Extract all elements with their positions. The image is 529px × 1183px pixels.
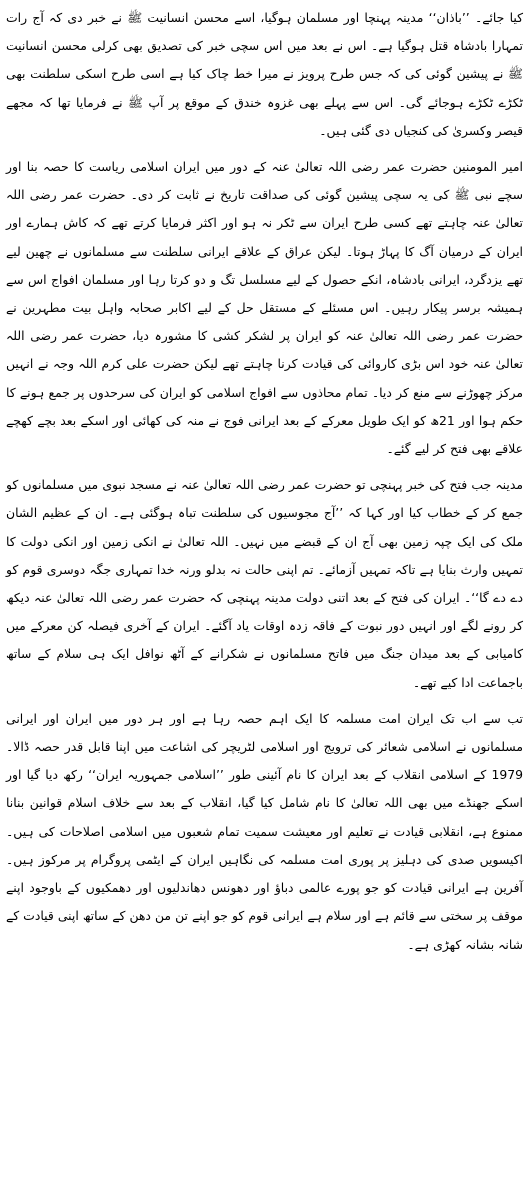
paragraph-1: کیا جائے۔ ’’باذان‘‘ مدینہ پہنچا اور مسلمان ہوگیا، اسے محسن انسانیت ﷺ نے خبر دی کہ آج رات تمہارا بادشاہ قتل ہوگیا ہے۔ اس نے بعد میں اس سچی خبر کی تصدیق بھی کرلی محسن انسانیت ﷺ نے پیشین گوئی کی کہ جس طرح پرویز نے میرا خط چاک کیا ہے اسی طرح اسکی سلطنت بھی ٹکڑے ٹکڑے ہوجائے گی۔ اس سے پہلے بھی غزوہ خندق کے موقع پر آپ ﷺ نے فرمایا تھا کہ مجھے قیصر وکسریٰ کی کنجیاں دی گئی ہیں۔ bbox=[6, 10, 523, 138]
paragraph-4: تب سے اب تک ایران امت مسلمہ کا ایک اہم حصہ رہا ہے اور ہر دور میں ایران اور ایرانی مسلمانوں نے اسلامی شعائر کی ترویج اور اسلامی لٹریچر کی اشاعت میں اپنا قابل قدر حصہ ڈالا۔ 1979 کے اسلامی انقلاب کے بعد ایران کا نام آئینی طور ’’اسلامی جمہوریہ ایران‘‘ رکھ دیا گیا اور اسکے جھنڈے میں بھی اللہ تعالیٰ کا نام شامل کیا گیا، انقلاب کے بعد سے خلاف اسلام قوانین بنانا ممنوع ہے، انقلابی قیادت نے تعلیم اور معیشت سمیت تمام شعبوں میں اسلامی اصلاحات کی ہیں۔ اکیسویں صدی کی دہلیز پر پوری امت مسلمہ کی نگاہیں ایران کے ایٹمی پروگرام پر مرکوز ہیں۔ آفرین ہے ایرانی قیادت کو جو پورے عالمی دباؤ اور دھونس دھاندلیوں اور دھمکیوں کے باوجود اپنے موقف پر سختی سے قائم ہے اور سلام ہے ایرانی قوم کو جو اپنے تن من دھن کے ساتھ اپنی قیادت کے شانہ بشانہ کھڑی ہے۔ bbox=[6, 710, 523, 952]
paragraph-3: مدینہ جب فتح کی خبر پہنچی تو حضرت عمر رضی اللہ تعالیٰ عنہ نے مسجد نبوی میں مسلمانوں کو جمع کر کے خطاب کیا اور کہا کہ ’’آج مجوسیوں کی سلطنت تباہ ہوگئی ہے۔ ان کے عظیم الشان ملک کی ایک چپہ زمین بھی آج ان کے قبضے میں نہیں۔ اللہ تعالیٰ نے انکی زمین اور انکی دولت کا تمہیں وارث بنایا ہے تاکہ تمہیں آزمائے۔ تم اپنی حالت نہ بدلو ورنہ خدا تمہاری جگہ دوسری قوم کو دے دے گا‘‘۔ ایران کی فتح کے بعد اتنی دولت مدینہ پہنچی کہ حضرت عمر رضی اللہ تعالیٰ عنہ دیکھ کر رونے لگے اور انہیں دور نبوت کے فاقہ زدہ اوقات یاد آگئے۔ ایران کے آخری فیصلہ کن معرکے میں کامیابی کے بعد میدان جنگ میں فاتح مسلمانوں نے شکرانے کے آٹھ نوافل ایک ہی سلام کے ساتھ باجماعت ادا کیے تھے۔ bbox=[6, 477, 523, 690]
paragraph-2: امیر المومنین حضرت عمر رضی اللہ تعالیٰ عنہ کے دور میں ایران اسلامی ریاست کا حصہ بنا اور سچے نبی ﷺ کی یہ سچی پیشین گوئی کی صداقت تاریخ نے ثابت کر دی۔ حضرت عمر رضی اللہ تعالیٰ عنہ چاہتے تھے کسی طرح ایران سے ٹکر نہ ہو اور اکثر فرمایا کرتے تھے کہ کاش ہمارے اور ایران کے درمیان آگ کا پہاڑ ہوتا۔ لیکن عراق کے علاقے ایرانی سلطنت سے مسلمانوں نے چھین لیے تھے یزدگرد، ایرانی بادشاہ، انکے حصول کے لیے مسلسل تگ و دو کرتا رہا اور مسلمان افواج اس سے ہمیشہ برسر پیکار رہیں۔ اس مسئلے کے مستقل حل کے لیے اکابر صحابہ واہل بیت مطہرین نے حضرت عمر رضی اللہ تعالیٰ عنہ کو ایران پر لشکر کشی کا مشورہ دیا، حضرت عمر رضی اللہ تعالیٰ عنہ خود اس بڑی کاروائی کی قیادت کرنا چاہتے تھے لیکن حضرت علی کرم اللہ وجہ نے انہیں مرکز چھوڑنے سے منع کر دیا۔ تمام محاذوں سے افواج اسلامی کو ایران کی سرحدوں پر جمع ہونے کا حکم ہوا اور 21ھ کو ایک طویل معرکے کے بعد ایرانی فوج نے منہ کی کھائی اور اسکے بعد بچے کھچے علاقے بھی فتح کر لیے گئے۔ bbox=[6, 159, 524, 457]
